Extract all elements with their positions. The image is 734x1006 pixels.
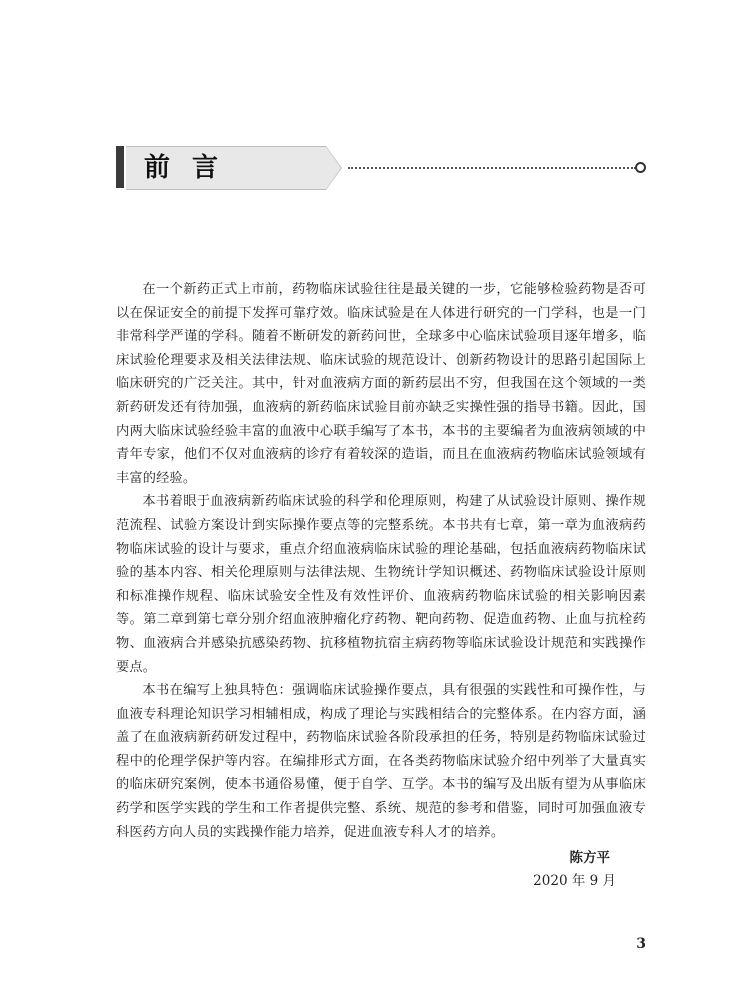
page-title: 前言 <box>144 153 241 183</box>
signature-date: 2020 年 9 月 <box>533 873 616 889</box>
page-number: 3 <box>636 936 646 952</box>
paragraph-2: 本书着眼于血液病新药临床试验的科学和伦理原则，构建了从试验设计原则、操作规范流程、试验方案设计到实际操作要点等的完整系统。本书共有七章，第一章为血液病药物临床试验的设计与要求，重点介绍血液病临床试验的理论基础，包括血液病药物临床试验的基本内容、相关伦理原则与法律法规、生物统计学知识概述、药物临床试验设计原则和标准操作规程、临床试验安全性及有效性评价、血液病药物临床试验的相关影响因素等。第二章到第七章分别介绍血液肿瘤化疗药物、靶向药物、促造血药物、止血与抗栓药物、血液病合并感染抗感染药物、抗移植物抗宿主病药物等临床试验设计规范和实践操作要点。 <box>116 494 646 675</box>
paragraph-3: 本书在编写上独具特色：强调临床试验操作要点，具有很强的实践性和可操作性，与血液专科理论知识学习相辅相成，构成了理论与实践相结合的完整体系。在内容方面，涵盖了在血液病新药研发过程中，药物临床试验各阶段承担的任务，特别是药物临床试验过程中的伦理学保护等内容。在编排形式方面，在各类药物临床试验介绍中列举了大量真实的临床研究案例，使本书通俗易懂，便于自学、互学。本书的编写及出版有望为从事临床药学和医学实践的学生和工作者提供完整、系统、规范的参考和借鉴，同时可加强血液专科医药方向人员的实践操作能力培养，促进血液专科人才的培养。 <box>116 683 646 840</box>
preface-body <box>116 278 646 844</box>
chapter-header <box>116 146 646 192</box>
author-name: 陈方平 <box>569 850 610 866</box>
header-title-box <box>126 146 326 190</box>
paragraph-1: 在一个新药正式上市前，药物临床试验往往是最关键的一步，它能够检验药物是否可以在保证安全的前提下发挥可靠疗效。临床试验是在人体进行研究的一门学科，也是一门非常科学严谨的学科。随着不断研发的新药问世，全球多中心临床试验项目逐年增多，临床试验伦理要求及相关法律法规、临床试验的规范设计、创新药物设计的思路引起国际上临床研究的广泛关注。其中，针对血液病方面的新药层出不穷，但我国在这个领域的一类新药研发还有待加强，血液病的新药临床试验目前亦缺乏实操性强的指导书籍。因此，国内两大临床试验经验丰富的血液中心联手编写了本书，本书的主要编者为血液病领域的中青年专家，他们不仅对血液病的诊疗有着较深的造诣，而且在血液病药物临床试验领域有丰富的经验。 <box>116 282 646 486</box>
header-circle-icon <box>635 162 646 173</box>
header-arrow-fill <box>326 147 341 189</box>
header-dotted-line <box>348 167 636 169</box>
signature-block <box>533 847 616 893</box>
header-accent-bar <box>116 146 124 188</box>
